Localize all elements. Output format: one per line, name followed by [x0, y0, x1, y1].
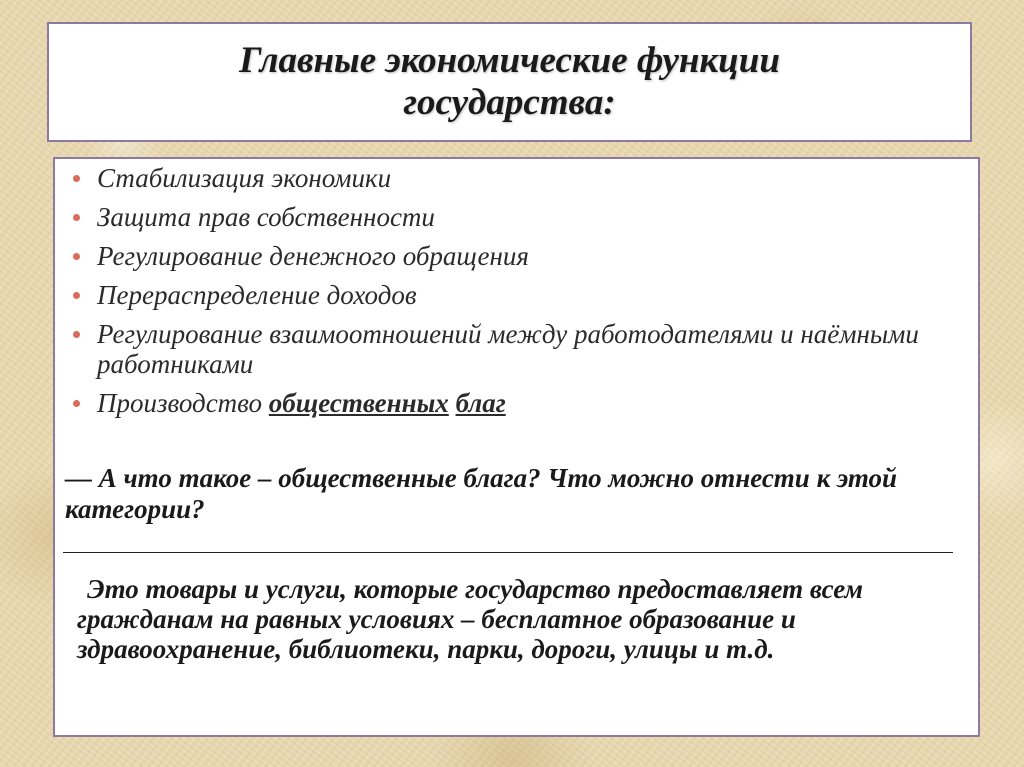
list-item-text: Регулирование взаимоотношений между работодателями и наёмными работниками [97, 319, 919, 379]
list-item-text-prefix: Производство [97, 388, 269, 418]
list-item-property-rights [73, 202, 963, 232]
list-item-money-circulation [73, 241, 963, 271]
bullet-dot-icon [73, 292, 80, 299]
divider-line [63, 552, 953, 553]
bullet-dot-icon [73, 253, 80, 260]
question-text: — А что такое – общественные блага? Что можно отнести к этой категории? [65, 463, 898, 524]
bullet-dot-icon [73, 331, 80, 338]
bullet-dot-icon [73, 175, 80, 182]
content-box [53, 157, 980, 737]
list-item-text: Перераспределение доходов [97, 280, 417, 310]
list-item-separator [449, 388, 456, 418]
title-box [47, 22, 972, 142]
list-item-public-goods [73, 388, 963, 418]
answer-text: Это товары и услуги, которые государство предоставляет всем гражданам на равных условиях – бесплатное образование и здравоохранение, библиотеки, парки, дороги, улицы и т.д. [77, 574, 864, 664]
list-item-stabilization [73, 163, 963, 193]
public-goods-emphasis-2: благ [455, 388, 506, 418]
functions-list [73, 163, 963, 427]
bullet-dot-icon [73, 214, 80, 221]
bullet-dot-icon [73, 400, 80, 407]
list-item-text: Защита прав собственности [97, 202, 435, 232]
list-item-text: Стабилизация экономики [97, 163, 392, 193]
slide-title-line-1: Главные экономические функции [239, 40, 780, 81]
public-goods-emphasis-1: общественных [268, 388, 449, 418]
slide-title-line-2: государства: [403, 82, 616, 123]
slide-title [239, 40, 780, 124]
list-item-text: Регулирование денежного обращения [97, 241, 529, 271]
list-item-income-redistribution [73, 280, 963, 310]
list-item-labor-relations [73, 319, 963, 379]
